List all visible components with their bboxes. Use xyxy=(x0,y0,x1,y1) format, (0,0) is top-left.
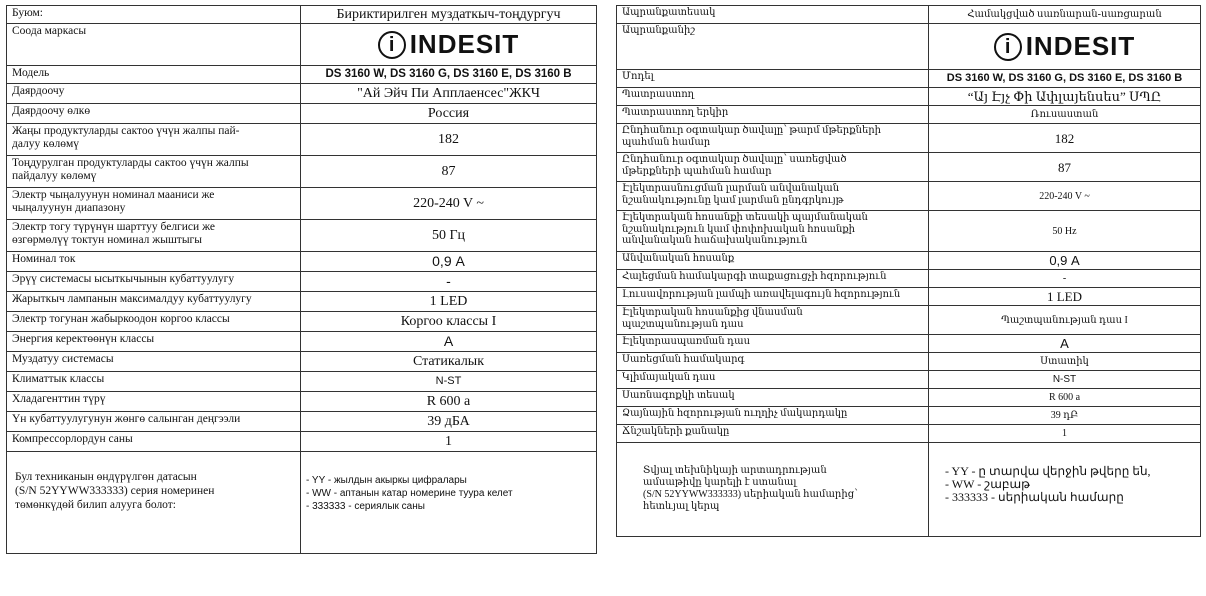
row-value: - xyxy=(301,272,597,292)
row-value: A xyxy=(929,335,1201,353)
table-row xyxy=(617,270,1201,288)
row-label: Жарыткыч лампанын максималдуу кубаттуулугу xyxy=(7,292,301,312)
serial-code-line: - 333333 - սերիական համարը xyxy=(945,490,1124,504)
row-value: 1 LED xyxy=(301,292,597,312)
table-row xyxy=(617,6,1201,24)
table-row xyxy=(7,124,597,156)
logo-wordmark: INDESIT xyxy=(1025,31,1136,61)
table-row xyxy=(7,188,597,220)
serial-explanation: Տվյալ տեխնիկայի արտադրության ամսաթիվը կարելի է ստանալ (S/N 52YYWW333333) սերիական համարից՝ հետևյալ կերպ xyxy=(617,443,929,537)
row-value: Ստատիկ xyxy=(929,353,1201,371)
row-value: 0,9 А xyxy=(301,252,597,272)
table-row xyxy=(7,66,597,84)
serial-code-line: - YY - ը տարվա վերջին թվերը են, xyxy=(945,464,1151,478)
row-value: 182 xyxy=(301,124,597,156)
left-spec-table xyxy=(6,5,597,554)
row-label: Климаттык классы xyxy=(7,372,301,392)
row-value: 50 Гц xyxy=(301,220,597,252)
table-row xyxy=(617,425,1201,443)
table-row xyxy=(617,288,1201,306)
table-row xyxy=(617,353,1201,371)
row-value: 87 xyxy=(301,156,597,188)
row-label: Անվանական հոսանք xyxy=(617,252,929,270)
row-label: Даярдоочу xyxy=(7,84,301,104)
row-value: Ռուսաստան xyxy=(929,106,1201,124)
row-value: 220-240 V ~ xyxy=(929,182,1201,211)
row-label: Модель xyxy=(7,66,301,84)
table-row xyxy=(7,332,597,352)
row-label: Тоңдурулган продуктуларды сактоо үчүн жалпы пайдалуу көлөмү xyxy=(7,156,301,188)
table-row xyxy=(7,252,597,272)
row-value: Պաշտպանության դաս I xyxy=(929,306,1201,335)
table-row xyxy=(7,352,597,372)
left-spec-sheet xyxy=(6,5,596,554)
table-row xyxy=(7,272,597,292)
row-label: Էլեկտրասնուցման լարման անվանական նշանակությունը կամ լարման ընդգրկույթ xyxy=(617,182,929,211)
row-value: 182 xyxy=(929,124,1201,153)
row-value: 1 xyxy=(929,425,1201,443)
row-label: Электр тогу түрүнүн шарттуу белгиси же өзгөрмөлүү токтун номинал жыштыгы xyxy=(7,220,301,252)
serial-code-line: - WW - аптанын катар номерине туура келет xyxy=(306,488,513,499)
row-value: DS 3160 W, DS 3160 G, DS 3160 E, DS 3160 B xyxy=(301,66,597,84)
table-row xyxy=(617,407,1201,425)
table-row xyxy=(617,389,1201,407)
row-label: Компрессорлордун саны xyxy=(7,432,301,452)
row-label: Номинал ток xyxy=(7,252,301,272)
row-label: Հալեցման համակարգի տաքացուցչի հզորություն xyxy=(617,270,929,288)
table-row xyxy=(7,84,597,104)
indesit-logo xyxy=(378,31,520,59)
table-row xyxy=(617,371,1201,389)
row-label: Լուսավորության լամպի առավելագույն հզորություն xyxy=(617,288,929,306)
serial-info-row xyxy=(7,452,597,554)
row-value: R 600 a xyxy=(301,392,597,412)
row-value: "Ай Эйч Пи Апплаенсес"ЖКЧ xyxy=(301,84,597,104)
row-value: 1 xyxy=(301,432,597,452)
row-label: Соода маркасы xyxy=(7,24,301,66)
row-value: “Այ Էյչ Փի Ափլայենսես” ՍՊԸ xyxy=(929,88,1201,106)
row-value: 50 Hz xyxy=(929,211,1201,252)
row-value: 39 դԲ xyxy=(929,407,1201,425)
table-row xyxy=(7,372,597,392)
row-label: Буюм: xyxy=(7,6,301,24)
table-row xyxy=(7,156,597,188)
row-label: Энергия керектөөнүн классы xyxy=(7,332,301,352)
row-value: 39 дБА xyxy=(301,412,597,432)
right-spec-table xyxy=(616,5,1201,537)
table-row xyxy=(7,6,597,24)
row-label: Սառեցման համակարգ xyxy=(617,353,929,371)
table-row xyxy=(7,412,597,432)
table-row xyxy=(617,252,1201,270)
row-label: Պատրաստող xyxy=(617,88,929,106)
table-row xyxy=(617,124,1201,153)
row-label: Էլեկտրական հոսանքից վնասման պաշտպանության դաս xyxy=(617,306,929,335)
serial-code-line: - YY - жылдын акыркы цифралары xyxy=(306,475,467,486)
row-label: Ապրանքատեսակ xyxy=(617,6,929,24)
table-row xyxy=(7,104,597,124)
row-label: Ճնշակների քանակը xyxy=(617,425,929,443)
table-row xyxy=(7,292,597,312)
table-row xyxy=(617,70,1201,88)
row-value: 87 xyxy=(929,153,1201,182)
row-label: Үн кубаттуулугунун жөнгө салынган деңгээли xyxy=(7,412,301,432)
serial-explanation: Бул техниканын өндүрүлгөн датасын (S/N 52YYWW333333) серия номеринен төмөнкүдөй билип алууга болот: xyxy=(7,452,301,554)
table-row xyxy=(7,392,597,412)
row-label: Даярдоочу өлкө xyxy=(7,104,301,124)
row-value: А xyxy=(301,332,597,352)
row-value: DS 3160 W, DS 3160 G, DS 3160 E, DS 3160 B xyxy=(929,70,1201,88)
logo-wordmark: INDESIT xyxy=(409,29,520,59)
row-label: Жаңы продуктуларды сактоо үчүн жалпы пай- далуу көлөмү xyxy=(7,124,301,156)
row-label: Ընդհանուր օգտակար ծավալը՝ սառեցված մթերքների պահման համար xyxy=(617,153,929,182)
logo-ring-icon: i xyxy=(378,31,406,59)
serial-code-line: - 333333 - сериялык саны xyxy=(306,501,425,512)
row-label: Մոդել xyxy=(617,70,929,88)
row-label: Хладагенттин түрү xyxy=(7,392,301,412)
row-value: Бириктирилген муздаткыч-тоңдургуч xyxy=(301,6,597,24)
right-spec-sheet xyxy=(616,5,1200,537)
table-row xyxy=(7,432,597,452)
table-row xyxy=(617,153,1201,182)
row-label: Эрүү системасы ысыткычынын кубаттуулугу xyxy=(7,272,301,292)
brand-logo-cell xyxy=(301,24,597,66)
row-value: 1 LED xyxy=(929,288,1201,306)
row-value: Համակցված սառնարան-սառցարան xyxy=(929,6,1201,24)
table-row xyxy=(617,24,1201,70)
table-row xyxy=(7,24,597,66)
row-label: Электр тогунан жабыркоодон коргоо классы xyxy=(7,312,301,332)
table-row xyxy=(7,312,597,332)
row-label: Муздатуу системасы xyxy=(7,352,301,372)
serial-code-list xyxy=(929,443,1201,537)
table-row xyxy=(617,211,1201,252)
row-label: Ընդհանուր օգտակար ծավալը՝ թարմ մթերքների պահման համար xyxy=(617,124,929,153)
table-row xyxy=(617,306,1201,335)
row-value: 0,9 А xyxy=(929,252,1201,270)
row-label: Ապրանքանիշ xyxy=(617,24,929,70)
row-value: Статикалык xyxy=(301,352,597,372)
row-label: Էլեկտրական հոսանքի տեսակի պայմանական նշանակություն կամ փոփոխական հոսանքի անվանական հաճախականություն xyxy=(617,211,929,252)
serial-info-row xyxy=(617,443,1201,537)
row-value: R 600 a xyxy=(929,389,1201,407)
row-label: Պատրաստող երկիր xyxy=(617,106,929,124)
table-row xyxy=(617,88,1201,106)
row-label: Электр чыңалуунун номинал мааниси же чыңалуунун диапазону xyxy=(7,188,301,220)
serial-code-list xyxy=(301,452,597,554)
row-value: Коргоо классы I xyxy=(301,312,597,332)
row-value: Россия xyxy=(301,104,597,124)
table-row xyxy=(617,335,1201,353)
brand-logo-cell xyxy=(929,24,1201,70)
row-value: - xyxy=(929,270,1201,288)
indesit-logo xyxy=(994,33,1136,61)
row-value: 220-240 V ~ xyxy=(301,188,597,220)
row-value: N-ST xyxy=(929,371,1201,389)
logo-ring-icon: i xyxy=(994,33,1022,61)
row-label: Կլիմայական դաս xyxy=(617,371,929,389)
row-label: Ձայնային հզորության ուղղիչ մակարդակը xyxy=(617,407,929,425)
serial-code-line: - WW - շաբաթ xyxy=(945,477,1031,491)
table-row xyxy=(7,220,597,252)
table-row xyxy=(617,182,1201,211)
row-label: Էլեկտրասպառման դաս xyxy=(617,335,929,353)
table-row xyxy=(617,106,1201,124)
row-label: Սառնագոքկի տեսակ xyxy=(617,389,929,407)
row-value: N-ST xyxy=(301,372,597,392)
